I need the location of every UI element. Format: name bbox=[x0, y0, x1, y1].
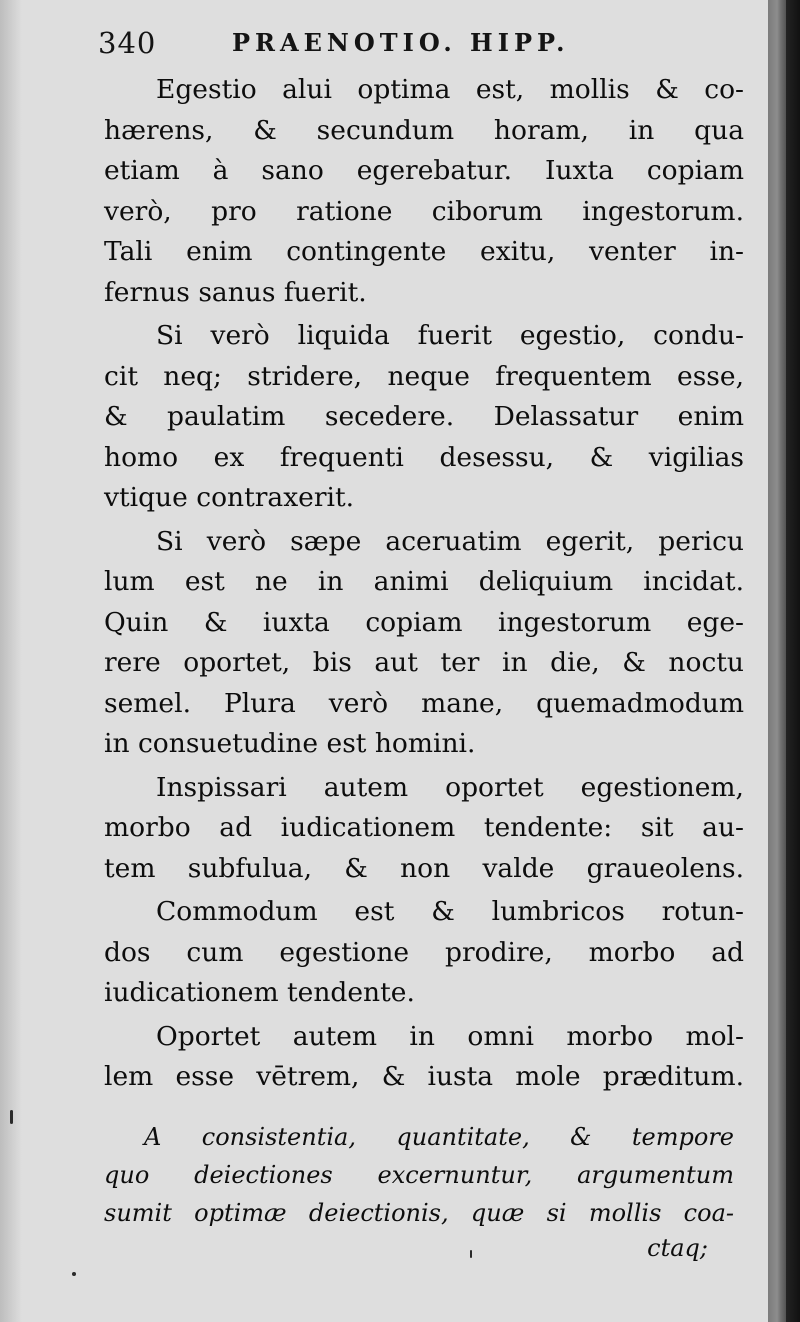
ink-speck bbox=[470, 1250, 472, 1258]
text-line: fernus sanus fuerit. bbox=[104, 276, 367, 308]
text-line: morbo ad iudicationem tendente: sit au- bbox=[104, 812, 744, 843]
text-line: Oportet autem in omni morbo mol- bbox=[156, 1020, 744, 1052]
text-line: cit neq; stridere, neque frequentem esse, bbox=[104, 360, 744, 392]
text-line: Si verò sæpe aceruatim egerit, pericu bbox=[156, 525, 744, 557]
text-line: Si verò liquida fuerit egestio, condu- bbox=[156, 320, 744, 351]
text-line: semel. Plura verò mane, quemadmodum bbox=[104, 687, 744, 719]
text-line: verò, pro ratione ciborum ingestorum. bbox=[104, 195, 744, 227]
text-line: Tali enim contingente exitu, venter in- bbox=[104, 236, 744, 267]
text-line: Quin & iuxta copiam ingestorum ege- bbox=[104, 606, 744, 638]
paragraph-5 bbox=[104, 892, 744, 1014]
ink-speck bbox=[10, 1110, 13, 1124]
running-head: PRAENOTIO. HIPP. bbox=[232, 28, 570, 57]
paragraph-6 bbox=[104, 1017, 744, 1098]
text-line: & paulatim secedere. Delassatur enim bbox=[104, 401, 744, 432]
paragraph-1 bbox=[104, 70, 744, 313]
main-text bbox=[104, 70, 744, 1101]
text-line: Egestio alui optima est, mollis & co- bbox=[156, 74, 744, 105]
commentary-line: sumit optimæ deiectionis, quæ si mollis coa- bbox=[104, 1199, 734, 1227]
text-line: tem subfulua, & non valde graueolens. bbox=[104, 852, 744, 884]
text-line: lem esse vētrem, & iusta mole præditum. bbox=[104, 1061, 744, 1092]
text-line: vtique contraxerit. bbox=[104, 482, 355, 513]
text-line: hærens, & secundum horam, in qua bbox=[104, 114, 744, 146]
page-header bbox=[98, 22, 738, 62]
paragraph-2 bbox=[104, 316, 744, 519]
text-line: etiam à sano egerebatur. Iuxta copiam bbox=[104, 155, 744, 186]
text-line: homo ex frequenti desessu, & vigilias bbox=[104, 441, 744, 473]
paragraph-4 bbox=[104, 768, 744, 890]
text-line: lum est ne in animi deliquium incidat. bbox=[104, 566, 744, 597]
book-spine-shadow bbox=[768, 0, 800, 1322]
commentary-line: A consistentia, quantitate, & tempore bbox=[144, 1123, 734, 1151]
text-line: Commodum est & lumbricos rotun- bbox=[156, 896, 744, 927]
text-line: dos cum egestione prodire, morbo ad bbox=[104, 936, 744, 968]
text-line: rere oportet, bis aut ter in die, & noctu bbox=[104, 647, 744, 678]
text-line: Inspissari autem oportet egestionem, bbox=[156, 771, 744, 803]
commentary-block bbox=[104, 1118, 734, 1232]
text-line: iudicationem tendente. bbox=[104, 977, 415, 1008]
spine-fold bbox=[768, 0, 786, 1322]
page-number: 340 bbox=[98, 26, 157, 60]
commentary-line: quo deiectiones excernuntur, argumentum bbox=[104, 1161, 734, 1189]
text-line: in consuetudine est homini. bbox=[104, 728, 476, 759]
paragraph-3 bbox=[104, 522, 744, 765]
ink-speck bbox=[72, 1272, 76, 1276]
catchword: ctaq; bbox=[647, 1234, 708, 1262]
